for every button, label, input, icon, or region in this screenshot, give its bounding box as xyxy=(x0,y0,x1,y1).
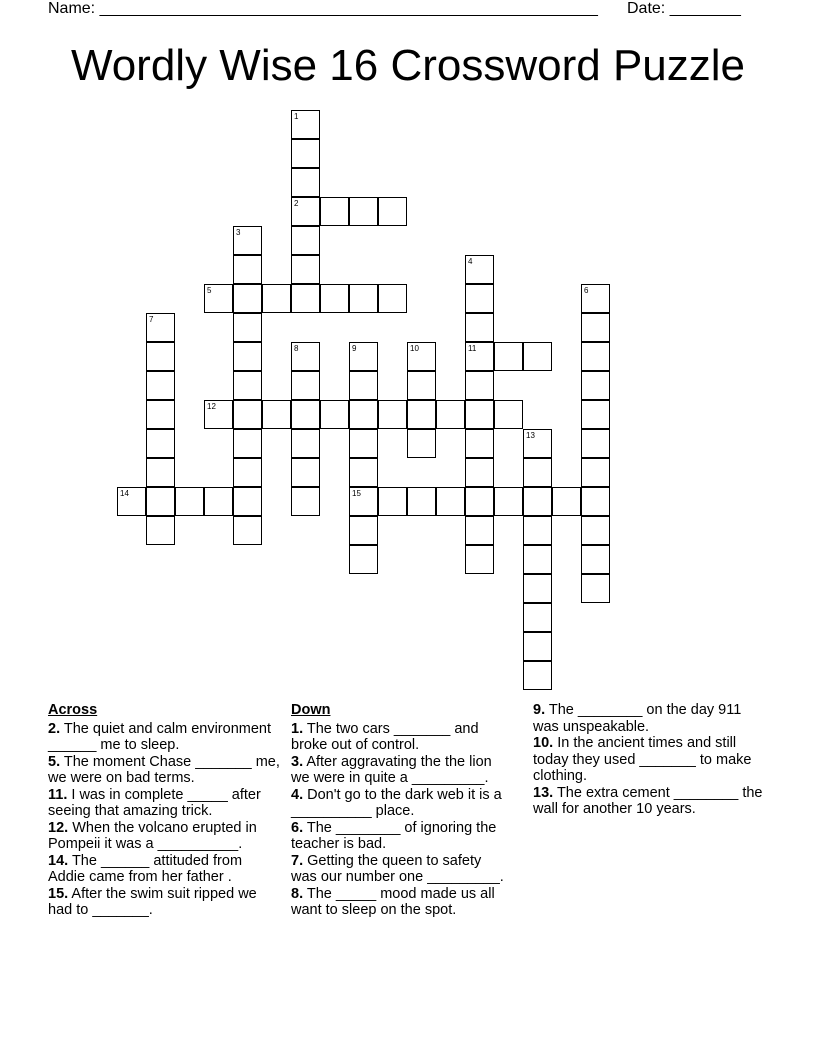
grid-cell[interactable] xyxy=(233,255,262,284)
clue-number: 5 xyxy=(207,286,212,295)
clue-item-number: 6. xyxy=(291,819,304,836)
grid-cell[interactable] xyxy=(291,255,320,284)
grid-cell[interactable] xyxy=(233,487,262,516)
grid-cell[interactable] xyxy=(523,661,552,690)
grid-cell[interactable] xyxy=(349,458,378,487)
clue-item xyxy=(48,886,280,919)
grid-cell[interactable] xyxy=(262,400,291,429)
down-clues xyxy=(291,702,509,919)
clue-item-number: 15. xyxy=(48,885,69,902)
date-field[interactable]: Date: ________ xyxy=(627,0,741,17)
clue-item-text: The ________ on the day 911 was unspeakable. xyxy=(533,702,742,735)
down-clue-list-continued xyxy=(533,702,763,818)
grid-cell[interactable] xyxy=(465,371,494,400)
clue-item-text: Don't go to the dark web it is a __________ place. xyxy=(291,786,502,819)
grid-cell[interactable] xyxy=(320,400,349,429)
clue-number: 13 xyxy=(526,431,535,440)
grid-cell[interactable] xyxy=(552,487,581,516)
grid-cell[interactable] xyxy=(349,429,378,458)
grid-cell[interactable] xyxy=(291,400,320,429)
clue-item xyxy=(291,886,509,919)
grid-cell[interactable] xyxy=(494,342,523,371)
grid-cell[interactable] xyxy=(349,516,378,545)
grid-cell[interactable] xyxy=(204,400,233,429)
clue-item-text: The quiet and calm environment ______ me to sleep. xyxy=(48,720,272,753)
grid-cell[interactable] xyxy=(291,168,320,197)
clue-item-number: 14. xyxy=(48,852,69,869)
down-heading: Down xyxy=(291,702,331,718)
clue-number: 6 xyxy=(584,286,589,295)
clue-item-text: In the ancient times and still today they used _______ to make clothing. xyxy=(533,735,752,784)
clue-item-number: 13. xyxy=(533,784,554,801)
grid-cell[interactable] xyxy=(407,429,436,458)
grid-cell[interactable] xyxy=(233,313,262,342)
name-field[interactable]: Name: ________________________________________________________ xyxy=(48,0,598,17)
clue-number: 8 xyxy=(294,344,299,353)
grid-cell[interactable] xyxy=(146,371,175,400)
grid-cell[interactable] xyxy=(581,487,610,516)
grid-cell[interactable] xyxy=(262,284,291,313)
grid-cell[interactable] xyxy=(349,400,378,429)
grid-cell[interactable] xyxy=(581,574,610,603)
grid-cell[interactable] xyxy=(291,342,320,371)
across-clues xyxy=(48,702,280,919)
clue-item-text: Getting the queen to safety was our number one _________. xyxy=(291,852,504,885)
grid-cell[interactable] xyxy=(146,400,175,429)
grid-cell[interactable] xyxy=(291,110,320,139)
grid-cell[interactable] xyxy=(378,197,407,226)
grid-cell[interactable] xyxy=(378,487,407,516)
clue-item-number: 7. xyxy=(291,852,304,869)
clue-item xyxy=(291,754,509,787)
clue-number: 11 xyxy=(468,344,477,353)
grid-cell[interactable] xyxy=(233,284,262,313)
grid-cell[interactable] xyxy=(233,400,262,429)
grid-cell[interactable] xyxy=(233,342,262,371)
grid-cell[interactable] xyxy=(349,342,378,371)
grid-cell[interactable] xyxy=(523,487,552,516)
grid-cell[interactable] xyxy=(465,487,494,516)
clue-number: 3 xyxy=(236,228,241,237)
clue-item-number: 4. xyxy=(291,786,304,803)
page-title: Wordly Wise 16 Crossword Puzzle xyxy=(70,41,746,90)
clue-number: 10 xyxy=(410,344,419,353)
grid-cell[interactable] xyxy=(204,284,233,313)
clue-item xyxy=(48,853,280,886)
grid-cell[interactable] xyxy=(233,429,262,458)
grid-cell[interactable] xyxy=(581,284,610,313)
grid-cell[interactable] xyxy=(291,487,320,516)
grid-cell[interactable] xyxy=(320,284,349,313)
grid-cell[interactable] xyxy=(465,284,494,313)
clue-number: 1 xyxy=(294,112,299,121)
down-clue-list xyxy=(291,721,509,919)
grid-cell[interactable] xyxy=(291,284,320,313)
clue-item-number: 2. xyxy=(48,720,61,737)
clue-item xyxy=(291,853,509,886)
grid-cell[interactable] xyxy=(494,487,523,516)
grid-cell[interactable] xyxy=(291,429,320,458)
clue-item-text: The two cars _______ and broke out of control. xyxy=(291,720,479,753)
clue-item-number: 10. xyxy=(533,735,554,751)
grid-cell[interactable] xyxy=(581,516,610,545)
clue-number: 9 xyxy=(352,344,357,353)
clue-item-text: The ________ of ignoring the teacher is bad. xyxy=(291,819,497,852)
grid-cell[interactable] xyxy=(146,458,175,487)
grid-cell[interactable] xyxy=(349,284,378,313)
grid-cell[interactable] xyxy=(378,400,407,429)
across-heading: Across xyxy=(48,702,98,718)
grid-cell[interactable] xyxy=(349,197,378,226)
clue-number: 12 xyxy=(207,402,216,411)
grid-cell[interactable] xyxy=(523,574,552,603)
clue-number: 7 xyxy=(149,315,154,324)
clue-item xyxy=(291,721,509,754)
grid-cell[interactable] xyxy=(465,400,494,429)
grid-cell[interactable] xyxy=(494,400,523,429)
clue-item xyxy=(291,820,509,853)
clue-item-number: 9. xyxy=(533,702,546,718)
clue-item-text: The ______ attituded from Addie came from her father . xyxy=(48,852,243,885)
clue-item xyxy=(48,787,280,820)
grid-cell[interactable] xyxy=(349,371,378,400)
clue-item-text: When the volcano erupted in Pompeii it was a __________. xyxy=(48,819,257,852)
clue-item-number: 12. xyxy=(48,819,69,836)
grid-cell[interactable] xyxy=(233,458,262,487)
down-clues-continued xyxy=(533,702,763,818)
grid-cell[interactable] xyxy=(233,516,262,545)
grid-cell[interactable] xyxy=(465,458,494,487)
grid-cell[interactable] xyxy=(465,429,494,458)
clue-item-text: The _____ mood made us all want to sleep on the spot. xyxy=(291,885,495,918)
clue-item-text: I was in complete _____ after seeing that amazing trick. xyxy=(48,786,261,819)
grid-cell[interactable] xyxy=(581,400,610,429)
grid-cell[interactable] xyxy=(146,342,175,371)
grid-cell[interactable] xyxy=(581,313,610,342)
clue-item-number: 11. xyxy=(48,786,68,803)
clue-item-text: After aggravating the the lion we were in quite a _________. xyxy=(291,753,492,786)
grid-cell[interactable] xyxy=(581,429,610,458)
grid-cell[interactable] xyxy=(175,487,204,516)
clue-item xyxy=(48,820,280,853)
grid-cell[interactable] xyxy=(465,313,494,342)
grid-cell[interactable] xyxy=(291,139,320,168)
grid-cell[interactable] xyxy=(407,487,436,516)
grid-cell[interactable] xyxy=(523,516,552,545)
grid-cell[interactable] xyxy=(436,487,465,516)
clue-number: 15 xyxy=(352,489,361,498)
grid-cell[interactable] xyxy=(407,342,436,371)
grid-cell[interactable] xyxy=(349,545,378,574)
clue-item-number: 8. xyxy=(291,885,304,902)
clue-number: 14 xyxy=(120,489,129,498)
grid-cell[interactable] xyxy=(581,371,610,400)
grid-cell[interactable] xyxy=(465,342,494,371)
grid-cell[interactable] xyxy=(291,458,320,487)
clue-item-text: After the swim suit ripped we had to _______. xyxy=(48,885,257,918)
grid-cell[interactable] xyxy=(320,197,349,226)
grid-cell[interactable] xyxy=(291,197,320,226)
grid-cell[interactable] xyxy=(523,603,552,632)
grid-cell[interactable] xyxy=(378,284,407,313)
grid-cell[interactable] xyxy=(465,255,494,284)
clue-item xyxy=(533,702,763,735)
clue-item xyxy=(48,721,280,754)
clue-item xyxy=(48,754,280,787)
grid-cell[interactable] xyxy=(581,342,610,371)
grid-cell[interactable] xyxy=(291,371,320,400)
clue-item-number: 5. xyxy=(48,753,61,770)
grid-cell[interactable] xyxy=(117,487,146,516)
grid-cell[interactable] xyxy=(146,429,175,458)
grid-cell[interactable] xyxy=(523,545,552,574)
grid-cell[interactable] xyxy=(523,342,552,371)
clue-item xyxy=(533,785,763,818)
clue-item-number: 1. xyxy=(291,720,304,737)
clue-item xyxy=(533,735,763,785)
grid-cell[interactable] xyxy=(146,487,175,516)
clue-item xyxy=(291,787,509,820)
grid-cell[interactable] xyxy=(523,429,552,458)
clue-number: 4 xyxy=(468,257,473,266)
grid-cell[interactable] xyxy=(581,545,610,574)
grid-cell[interactable] xyxy=(523,458,552,487)
grid-cell[interactable] xyxy=(146,516,175,545)
grid-cell[interactable] xyxy=(523,632,552,661)
grid-cell[interactable] xyxy=(407,400,436,429)
grid-cell[interactable] xyxy=(146,313,175,342)
grid-cell[interactable] xyxy=(233,226,262,255)
grid-cell[interactable] xyxy=(436,400,465,429)
clue-item-text: The extra cement ________ the wall for another 10 years. xyxy=(533,784,763,817)
grid-cell[interactable] xyxy=(291,226,320,255)
grid-cell[interactable] xyxy=(233,371,262,400)
clue-number: 2 xyxy=(294,199,299,208)
grid-cell[interactable] xyxy=(465,516,494,545)
clue-item-number: 3. xyxy=(291,753,304,770)
across-clue-list xyxy=(48,721,280,919)
grid-cell[interactable] xyxy=(581,458,610,487)
clue-item-text: The moment Chase _______ me, we were on bad terms. xyxy=(48,753,280,786)
grid-cell[interactable] xyxy=(204,487,233,516)
grid-cell[interactable] xyxy=(349,487,378,516)
grid-cell[interactable] xyxy=(465,545,494,574)
grid-cell[interactable] xyxy=(407,371,436,400)
